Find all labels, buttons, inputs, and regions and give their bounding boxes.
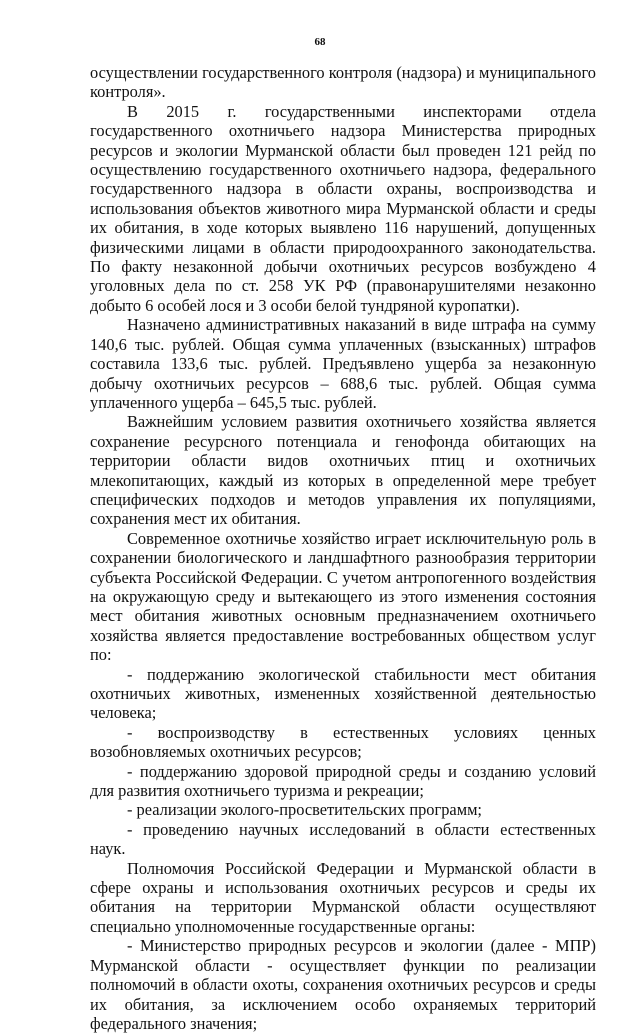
list-item: - Министерство природных ресурсов и экологии (далее - МПР) Мурманской области - осуществляет функции по реализации полномочий в области охоты, сохранения охотничьих ресурсов и среды их обитания, за исключением особо охраняемых территорий федерального значения; (90, 936, 596, 1033)
list-item: - реализации эколого-просветительских программ; (127, 800, 482, 820)
paragraph-authorities: Полномочия Российской Федерации и Мурманской области в сфере охраны и использования охотничьих ресурсов и среды их обитания на территории Мурманской области осуществляют специально уполномоченные государственные органы: (90, 858, 596, 936)
list-item: - поддержанию здоровой природной среды и созданию условий для развития охотничьего туризма и рекреации; (90, 761, 596, 801)
paragraph-fines: Назначено административных наказаний в виде штрафа на сумму 140,6 тыс. рублей. Общая сумма уплаченных (взысканных) штрафов составила 133,6 тыс. рублей. Предъявлено ущерба за незаконную добычу охотничьих ресурсов – 688,6 тыс. рублей. Общая сумма уплаченного ущерба – 645,5 тыс. рублей. (90, 315, 596, 412)
paragraph-inspections-2015: В 2015 г. государственными инспекторами отдела государственного охотничьего надзора Министерства природных ресурсов и экологии Мурманской области был проведен 121 рейд по осуществлению государственного охотничьего надзора, федерального государственного надзора в области охраны, воспроизводства и использования объектов животного мира Мурманской области и среды их обитания, в ходе которых выявлено 116 нарушений, допущенных физическими лицами в области природоохранного законодательства. По факту незаконной добычи охотничьих ресурсов возбуждено 4 уголовных дела по ст. 258 УК РФ (правонарушителями незаконно добыто 6 особей лося и 3 особи белой тундряной куропатки). (90, 101, 596, 315)
paragraph-continuation: осуществлении государственного контроля (надзора) и муниципального контроля». (90, 63, 596, 102)
document-body (90, 63, 596, 1033)
list-item: - поддержанию экологической стабильности мест обитания охотничьих животных, измененных хозяйственной деятельностью человека; (90, 664, 596, 723)
list-item: - проведению научных исследований в области естественных наук. (90, 819, 596, 859)
page-number: 68 (314, 36, 326, 48)
paragraph-modern-hunting: Современное охотничье хозяйство играет исключительную роль в сохранении биологического и ландшафтного разнообразия территории субъекта Российской Федерации. С учетом антропогенного воздействия на окружающую среду и вытекающего из этого изменения состояния мест обитания животных основным предназначением охотничьего хозяйства является предоставление востребованных обществом услуг по: (90, 528, 596, 665)
paragraph-development-condition: Важнейшим условием развития охотничьего хозяйства является сохранение ресурсного потенциала и генофонда обитающих на территории области видов охотничьих птиц и охотничьих млекопитающих, каждый из которых в определенной мере требует специфических подходов и методов управления их популяциями, сохранения мест их обитания. (90, 412, 596, 529)
list-item: - воспроизводству в естественных условиях ценных возобновляемых охотничьих ресурсов; (90, 722, 596, 762)
